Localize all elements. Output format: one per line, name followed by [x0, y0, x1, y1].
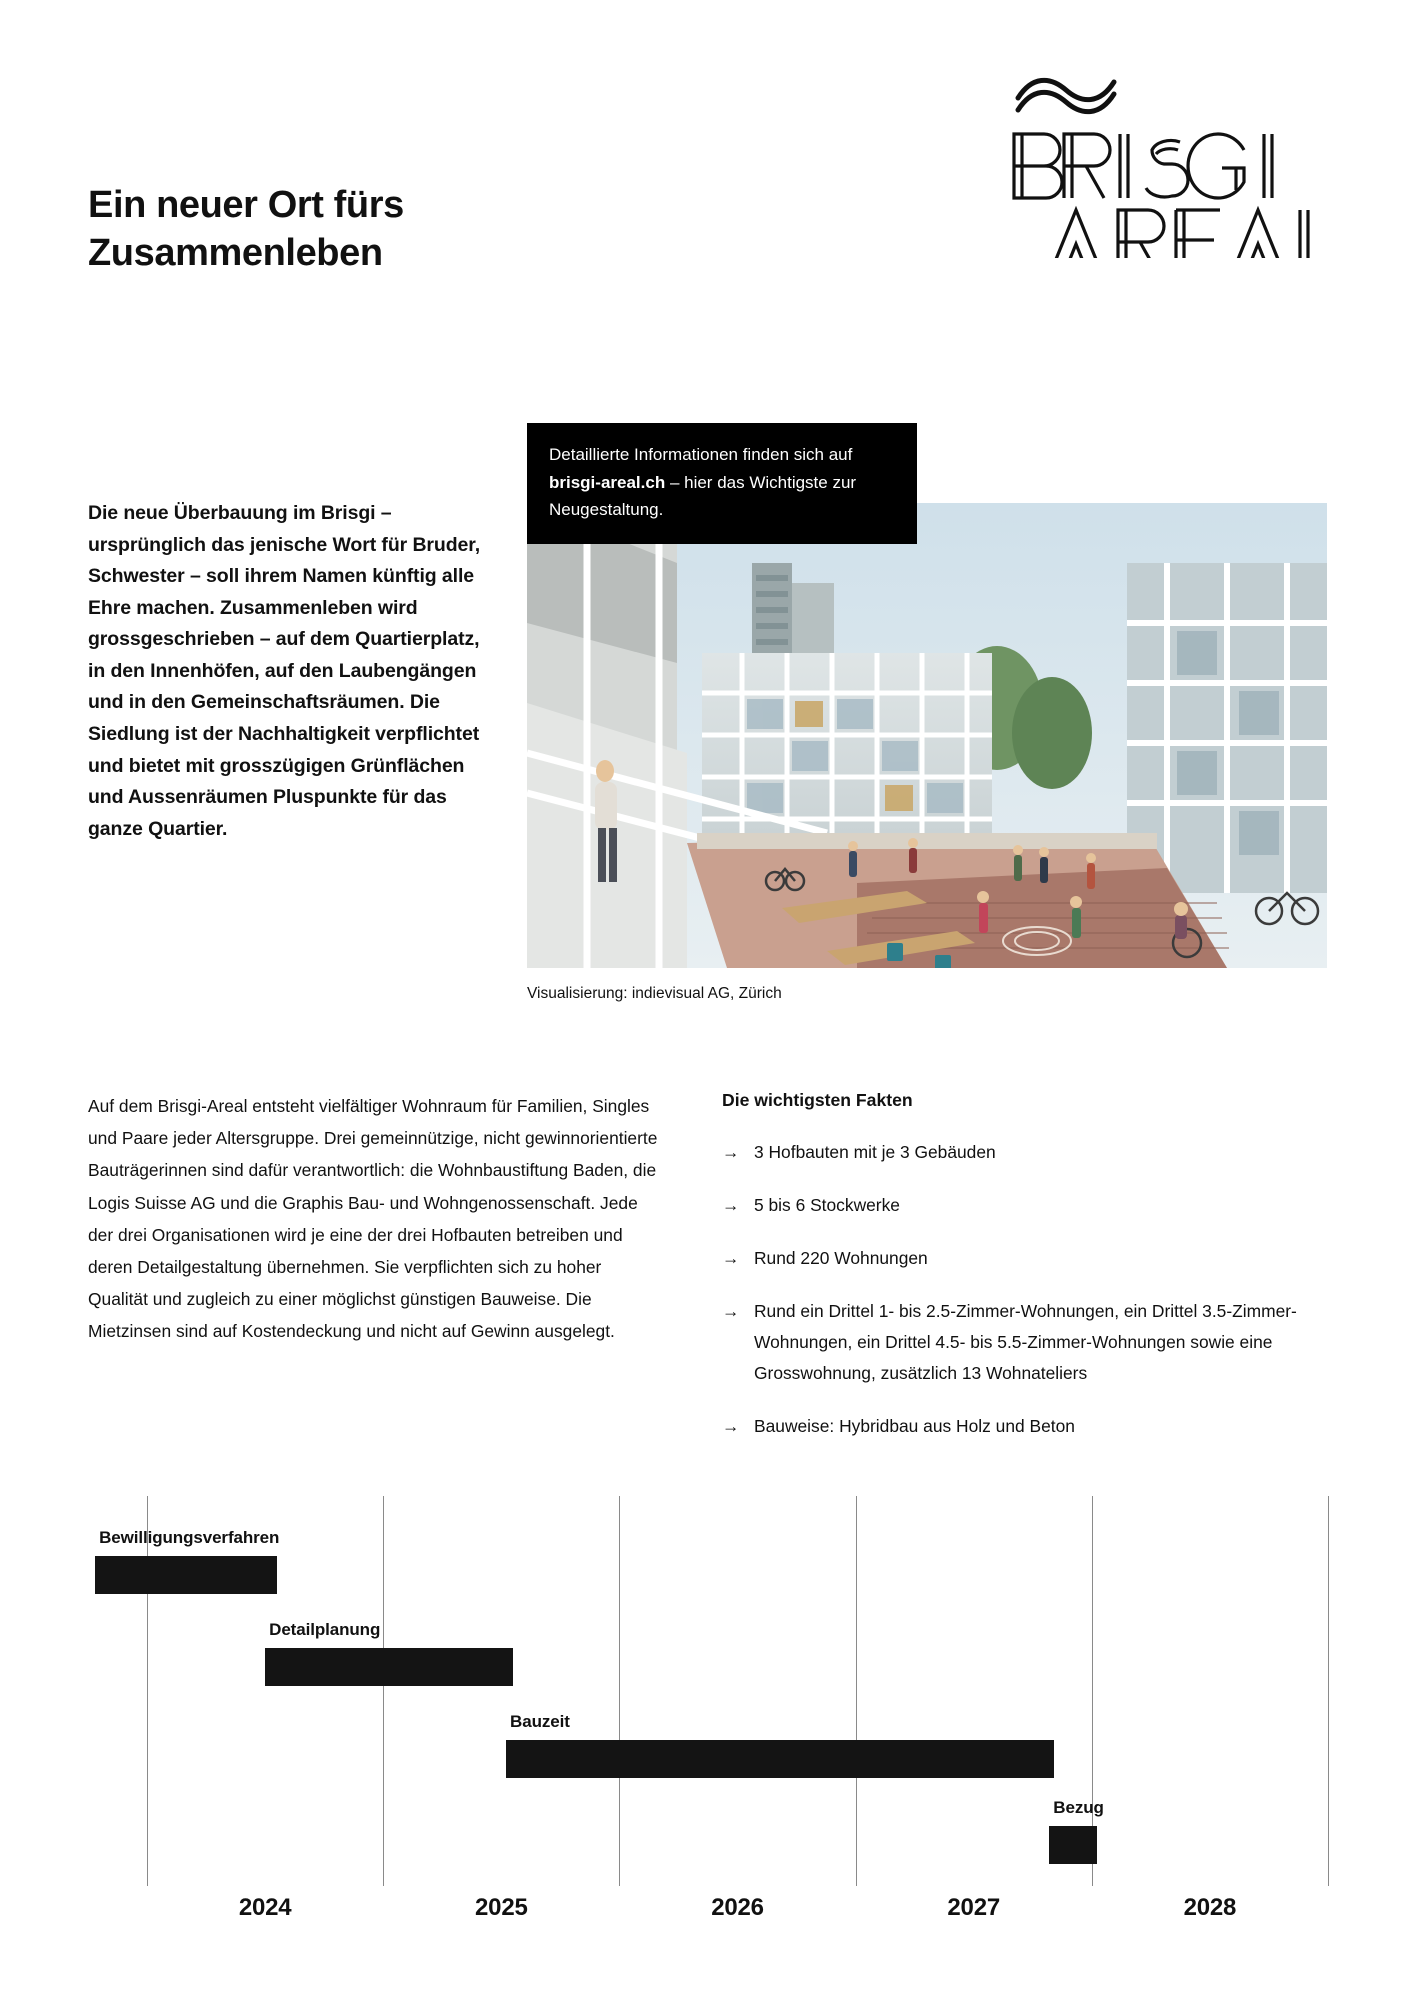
hero-caption-box [527, 423, 917, 544]
timeline-year-label: 2028 [1183, 1894, 1237, 1921]
timeline-gridline [383, 1496, 384, 1886]
body-paragraph: Auf dem Brisgi-Areal entsteht vielfältiger Wohnraum für Familien, Singles und Paare jeder Altersgruppe. Drei gemeinnützige, nicht gewinnorientierte Bauträgerinnen sind dafür verantwortlich: die Wohnbaustiftung Baden, die Logis Suisse AG und die Graphis Bau- und Wohngenossenschaft. Jede der drei Organisationen wird je eine der drei Hofbauten betreiben und deren Detailgestaltung übernehmen. Sie verpflichten sich zu hoher Qualität und zugleich zu einer möglichst günstigen Bauweise. Die Mietzinsen sind auf Kostendeckung und nicht auf Gewinn ausgelegt. [88, 1096, 658, 1342]
arrow-right-icon: → [722, 1300, 740, 1321]
fact-text: Rund 220 Wohnungen [754, 1247, 928, 1268]
timeline-gridline [147, 1496, 148, 1886]
timeline-bar [506, 1740, 1054, 1778]
arrow-right-icon: → [722, 1247, 740, 1268]
caption-text-part1: Detaillierte Informationen finden sich auf [549, 445, 853, 464]
fact-item [722, 1190, 1302, 1221]
fact-item [722, 1296, 1302, 1389]
arrow-right-icon: → [722, 1415, 740, 1436]
caption-text-part2: – hier das Wichtigste zur Neugestaltung. [549, 472, 857, 520]
arrow-right-icon: → [722, 1142, 740, 1162]
timeline-bar [1049, 1826, 1096, 1864]
timeline-gridline [856, 1496, 857, 1886]
brisgi-areal-logo [1010, 68, 1330, 258]
fact-text: 3 Hofbauten mit je 3 Gebäuden [754, 1142, 996, 1162]
timeline-gridline [1328, 1496, 1329, 1886]
timeline-bar-label: Bezug [1053, 1798, 1104, 1817]
lead-paragraph: Die neue Überbauung im Brisgi – ursprünglich das jenische Wort für Bruder, Schwester – soll ihrem Namen künftig alle Ehre machen. Zusammenleben wird grossgeschrieben – auf dem Quartierplatz, in den Innenhöfen, auf den Laubengängen und in den Gemeinschaftsräumen. Die Siedlung ist der Nachhaltigkeit verpflichtet und bietet mit grosszügigen Grünflächen und Aussenräumen Pluspunkte für das ganze Quartier. [88, 502, 481, 840]
arrow-right-icon: → [722, 1194, 740, 1215]
caption-link-text[interactable]: brisgi-areal.ch [549, 472, 666, 492]
fact-item [722, 1137, 1302, 1168]
image-credit: Visualisierung: indievisual AG, Zürich [527, 985, 782, 1002]
timeline-year-label: 2025 [475, 1894, 528, 1921]
timeline-bar-label: Bauzeit [510, 1712, 570, 1731]
fact-text: Rund ein Drittel 1- bis 2.5-Zimmer-Wohnungen, ein Drittel 3.5-Zimmer-Wohnungen, ein Drittel 4.5- bis 5.5-Zimmer-Wohnungen sowie eine Grosswohnung, zusätzlich 13 Wohnateliers [754, 1300, 1297, 1383]
tilde-mark [1018, 80, 1114, 111]
fact-item [722, 1411, 1302, 1442]
timeline-bar [95, 1556, 277, 1594]
timeline-bar-label: Bewilligungsverfahren [99, 1528, 280, 1547]
timeline-year-label: 2026 [711, 1894, 764, 1921]
timeline-year-label: 2027 [947, 1894, 1000, 1921]
logo-wordmark [1014, 134, 1330, 258]
fact-text: Bauweise: Hybridbau aus Holz und Beton [754, 1415, 1075, 1436]
fact-item [722, 1243, 1302, 1274]
hero-figure [527, 445, 1327, 968]
project-timeline-chart [88, 1496, 1328, 1926]
facts-block [722, 1090, 1302, 1464]
timeline-bar-label: Detailplanung [269, 1620, 381, 1639]
timeline-bar [265, 1648, 513, 1686]
timeline-gridline [619, 1496, 620, 1886]
page-title: Ein neuer Ort fürs Zusammenleben [88, 184, 404, 274]
fact-text: 5 bis 6 Stockwerke [754, 1194, 900, 1215]
timeline-year-label: 2024 [238, 1894, 292, 1921]
facts-title: Die wichtigsten Fakten [722, 1090, 913, 1110]
visualization-image [527, 503, 1327, 968]
